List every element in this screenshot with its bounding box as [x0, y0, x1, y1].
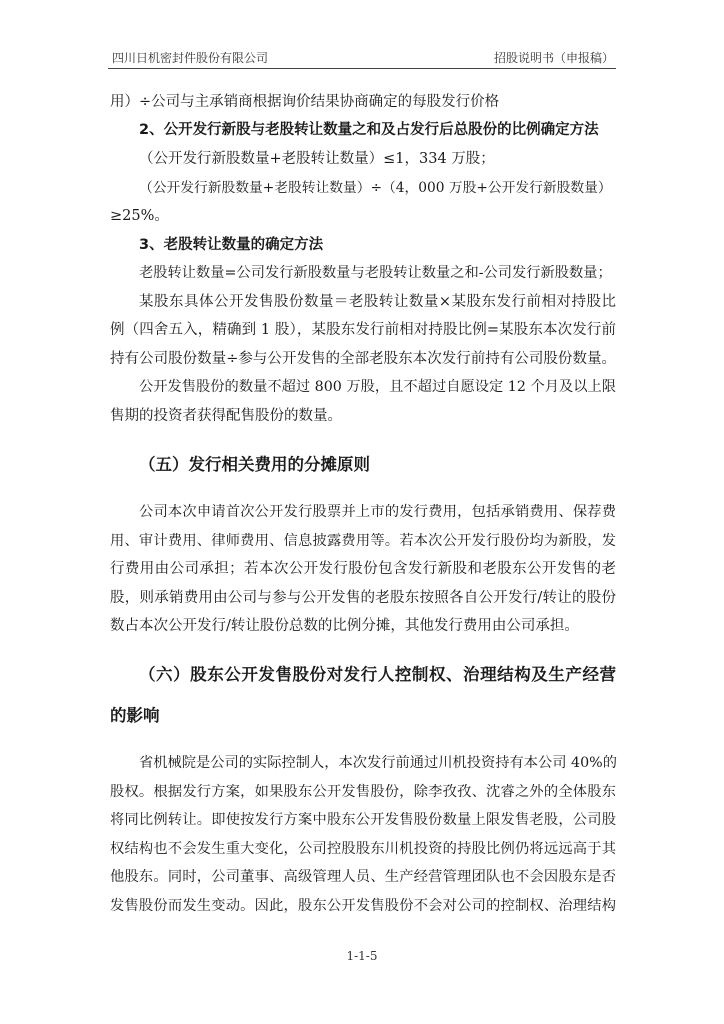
body-line: 公司本次申请首次公开发行股票并上市的发行费用，包括承销费用、保荐费	[139, 504, 616, 520]
body-line: 持有公司股份数量÷参与公开发售的全部老股东本次发行前持有公司股份数量。	[110, 351, 616, 367]
formula-line: ≥25%。	[110, 208, 169, 224]
body-line: 某股东具体公开发售股份数量＝老股转让数量×某股东发行前相对持股比	[139, 294, 616, 310]
body-line: 股，则承销费用由公司与参与公开发售的老股东按照各自公开发行/转让的股份	[110, 590, 616, 606]
body-line: 发售股份而发生变动。因此，股东公开发售股份不会对公司的控制权、治理结构	[110, 898, 616, 914]
body-line: 老股转让数量=公司发行新股数量与老股转让数量之和-公司发行新股数量；	[139, 265, 612, 281]
subheading-3: 3、老股转让数量的确定方法	[139, 237, 324, 253]
body-line: 将同比例转让。即使按发行方案中股东公开发售股份数量上限发售老股，公司股	[110, 812, 616, 828]
body-line: 用、审计费用、律师费用、信息披露费用等。若本次公开发行股份均为新股，发	[110, 533, 616, 549]
body-line: 例（四舍五入，精确到 1 股），某股东发行前相对持股比例=某股东本次发行前	[110, 322, 616, 338]
body-line: 售期的投资者获得配售股份的数量。	[110, 408, 342, 424]
body-line: 省机械院是公司的实际控制人，本次发行前通过川机投资持有本公司 40%的	[139, 755, 617, 771]
subheading-2: 2、公开发行新股与老股转让数量之和及占发行后总股份的比例确定方法	[139, 122, 599, 138]
formula-line: （公开发行新股数量+老股转让数量）÷（4，000 万股+公开发行新股数量）	[139, 180, 612, 196]
header-divider	[108, 68, 616, 69]
body-line: 数占本次公开发行/转让股份总数的比例分摊，其他发行费用由公司承担。	[110, 618, 579, 634]
body-line: 行费用由公司承担；若本次公开发行股份包含发行新股和老股东公开发售的老	[110, 561, 616, 577]
body-line: 权结构也不会发生重大变化，公司控股股东川机投资的持股比例仍将远远高于其	[110, 841, 616, 857]
section-heading-5: （五）发行相关费用的分摊原则	[139, 455, 370, 474]
formula-line: （公开发行新股数量+老股转让数量）≤1，334 万股；	[139, 151, 495, 167]
body-line: 股权。根据发行方案，如果股东公开发售股份，除李孜孜、沈睿之外的全体股东	[110, 784, 616, 800]
header-document-type: 招股说明书（申报稿）	[493, 51, 614, 65]
body-line: 用）÷公司与主承销商根据询价结果协商确定的每股发行价格	[110, 94, 500, 110]
section-heading-6-cont: 的影响	[110, 706, 160, 725]
section-heading-6: （六）股东公开发售股份对发行人控制权、治理结构及生产经营	[139, 665, 616, 684]
page-number: 1-1-5	[346, 949, 378, 963]
body-line: 他股东。同时，公司董事、高级管理人员、生产经营管理团队也不会因股东是否	[110, 869, 616, 885]
header-company-name: 四川日机密封件股份有限公司	[112, 51, 269, 65]
body-line: 公开发售股份的数量不超过 800 万股，且不超过自愿设定 12 个月及以上限	[139, 379, 616, 395]
page-header	[108, 50, 616, 66]
